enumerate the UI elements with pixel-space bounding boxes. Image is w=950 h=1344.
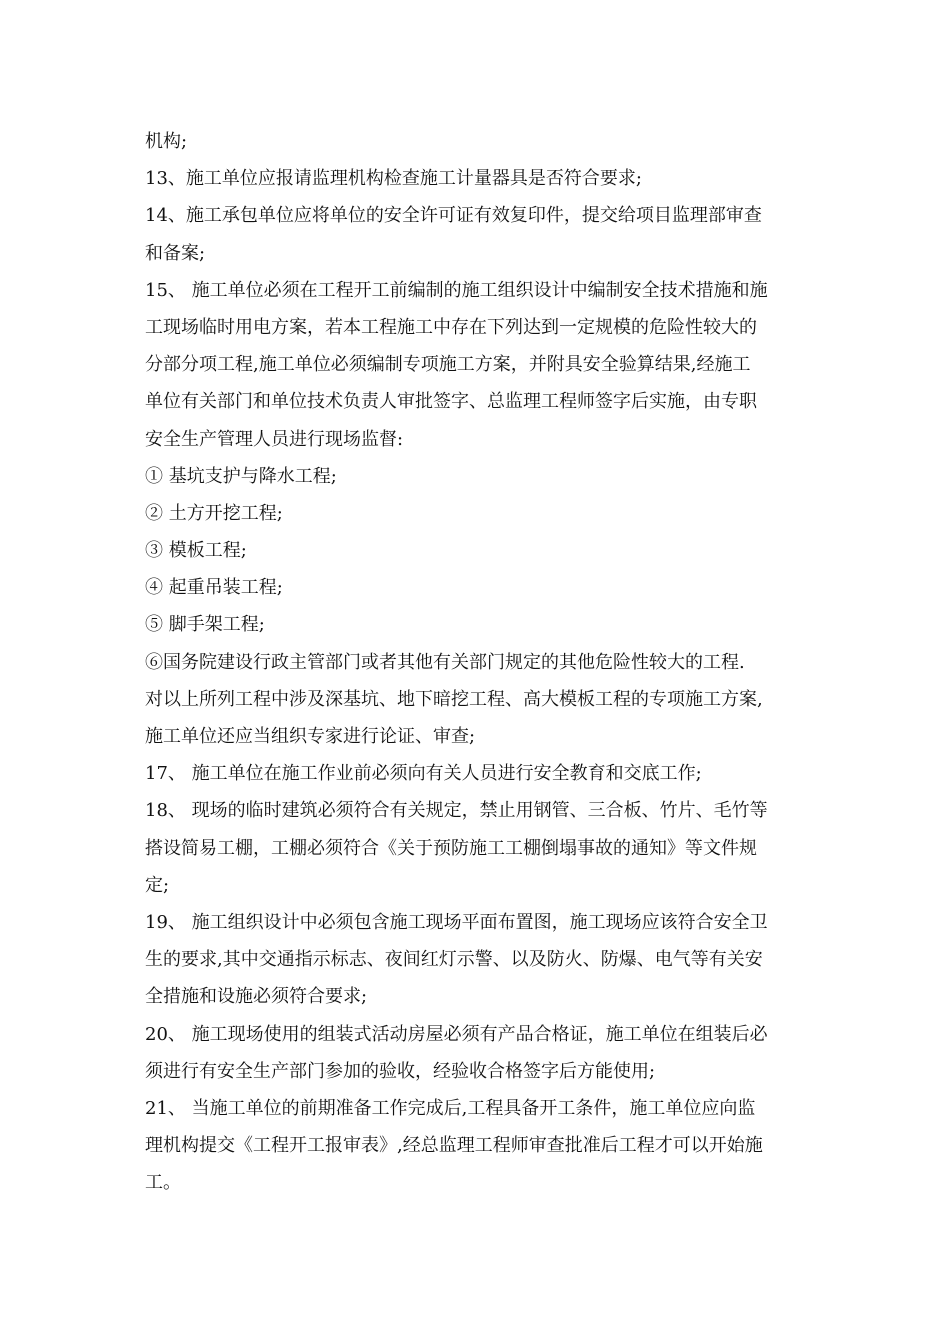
text-line: 工现场临时用电方案，若本工程施工中存在下列达到一定规模的危险性较大的: [145, 316, 757, 338]
text-line: 13、施工单位应报请监理机构检查施工计量器具是否符合要求;: [145, 168, 642, 190]
text-line: 施工单位还应当组织专家进行论证、审查;: [145, 726, 476, 747]
text-line: 生的要求,其中交通指示标志、夜间红灯示警、以及防火、防爆、电气等有关安: [145, 949, 763, 971]
text-line: 19、 施工组织设计中必须包含施工现场平面布置图，施工现场应该符合安全卫: [145, 911, 768, 933]
list-item: ⑥国务院建设行政主管部门或者其他有关部门规定的其他危险性较大的工程.: [145, 651, 745, 673]
list-item: ② 土方开挖工程;: [145, 502, 283, 524]
text-line: 安全生产管理人员进行现场监督:: [145, 428, 404, 450]
list-item: ③ 模板工程;: [145, 540, 247, 562]
text-line: 对以上所列工程中涉及深基坑、地下暗挖工程、高大模板工程的专项施工方案,: [145, 688, 763, 710]
text-line: 机构;: [145, 131, 188, 152]
text-line: 20、 施工现场使用的组装式活动房屋必须有产品合格证，施工单位在组装后必: [145, 1023, 768, 1045]
text-line: 全措施和设施必须符合要求;: [145, 986, 368, 1008]
text-line: 分部分项工程,施工单位必须编制专项施工方案，并附具安全验算结果,经施工: [145, 354, 751, 376]
text-line: 和备案;: [145, 242, 206, 264]
text-line: 搭设简易工棚，工棚必须符合《关于预防施工工棚倒塌事故的通知》等文件规: [145, 837, 757, 859]
list-item: ① 基坑支护与降水工程;: [145, 465, 337, 487]
text-line: 理机构提交《工程开工报审表》,经总监理工程师审查批准后工程才可以开始施: [145, 1135, 763, 1157]
text-line: 工。: [145, 1172, 181, 1194]
text-line: 17、 施工单位在施工作业前必须向有关人员进行安全教育和交底工作;: [145, 763, 702, 785]
text-line: 定;: [145, 874, 170, 896]
text-line: 21、 当施工单位的前期准备工作完成后,工程具备开工条件，施工单位应向监: [145, 1097, 756, 1119]
document-body: [145, 123, 825, 1201]
text-line: 18、 现场的临时建筑必须符合有关规定，禁止用钢管、三合板、竹片、毛竹等: [145, 800, 768, 822]
text-line: 15、 施工单位必须在工程开工前编制的施工组织设计中编制安全技术措施和施: [145, 279, 768, 301]
text-line: 须进行有安全生产部门参加的验收，经验收合格签字后方能使用;: [145, 1060, 656, 1082]
text-line: 单位有关部门和单位技术负责人审批签字、总监理工程师签字后实施，由专职: [145, 391, 757, 413]
list-item: ⑤ 脚手架工程;: [145, 614, 265, 636]
text-line: 14、施工承包单位应将单位的安全许可证有效复印件，提交给项目监理部审查: [145, 205, 762, 227]
list-item: ④ 起重吊装工程;: [145, 577, 283, 599]
